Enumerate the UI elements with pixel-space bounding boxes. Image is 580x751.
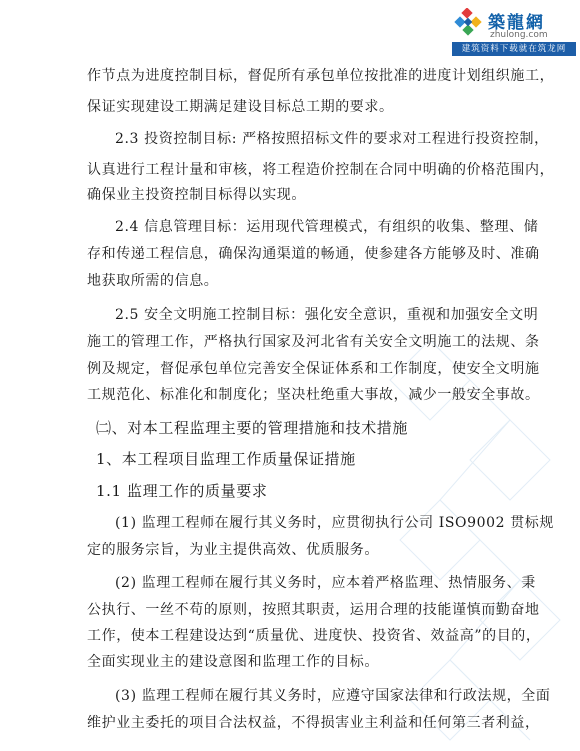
text-line: 2.5 安全文明施工控制目标：强化安全意识，重视和加强安全文明 [115, 307, 539, 323]
text-line: 2.3 投资控制目标: 严格按照招标文件的要求对工程进行投资控制， [115, 131, 549, 147]
text-line: (1) 监理工程师在履行其义务时，应贯彻执行公司 ISO9002 贯标规 [115, 515, 555, 531]
text-line: 定的服务宗旨，为业主提供高效、优质服务。 [87, 542, 379, 558]
text-line: 作节点为进度控制目标，督促所有承包单位按批准的进度计划组织施工， [87, 68, 555, 84]
subsection-heading: 1、本工程项目监理工作质量保证措施 [96, 450, 356, 468]
text-line: (2) 监理工程师在履行其义务时，应本着严格监理、热情服务、秉 [115, 575, 536, 591]
text-line: 维护业主委托的项目合法权益，不得损害业主利益和任何第三者利益， [87, 715, 540, 731]
text-line: 公执行、一丝不苟的原则，按照其职责，运用合理的技能谨慎而勤奋地 [87, 602, 540, 618]
logo-diamond-icon [454, 8, 484, 38]
text-line: 认真进行工程计量和审核，将工程造价控制在合同中明确的价格范围内， [87, 162, 555, 178]
logo-banner: 建筑资料下载就在筑龙网 [452, 42, 576, 56]
section-heading: ㈡、对本工程监理主要的管理措施和技术措施 [96, 419, 409, 437]
text-line: 存和传递工程信息，确保沟通渠道的畅通，使参建各方能够及时、准确 [87, 246, 540, 262]
logo-name: 築龍網 [488, 13, 545, 33]
text-line: 工作，使本工程建设达到“质量优、进度快、投资省、效益高”的目的， [87, 628, 541, 644]
site-logo [452, 6, 576, 56]
text-line: 保证实现建设工期满足建设目标总工期的要求。 [87, 99, 394, 115]
text-line: 2.4 信息管理目标：运用现代管理模式，有组织的收集、整理、储 [115, 219, 539, 235]
text-line: (3) 监理工程师在履行其义务时，应遵守国家法律和行政法规，全面 [115, 688, 551, 704]
text-line: 工规范化、标准化和制度化；坚决杜绝重大事故，减少一般安全事故。 [87, 387, 540, 403]
text-line: 例及规定，督促承包单位完善安全保证体系和工作制度，使安全文明施 [87, 361, 540, 377]
subsection-heading: 1.1 监理工作的质量要求 [96, 482, 268, 500]
text-line: 地获取所需的信息。 [87, 273, 219, 289]
logo-domain: zhulong.com [490, 30, 548, 40]
text-line: 施工的管理工作，严格执行国家及河北省有关安全文明施工的法规、条 [87, 334, 540, 350]
text-line: 全面实现业主的建设意图和监理工作的目标。 [87, 654, 379, 670]
text-line: 确保业主投资控制目标得以实现。 [87, 187, 306, 203]
